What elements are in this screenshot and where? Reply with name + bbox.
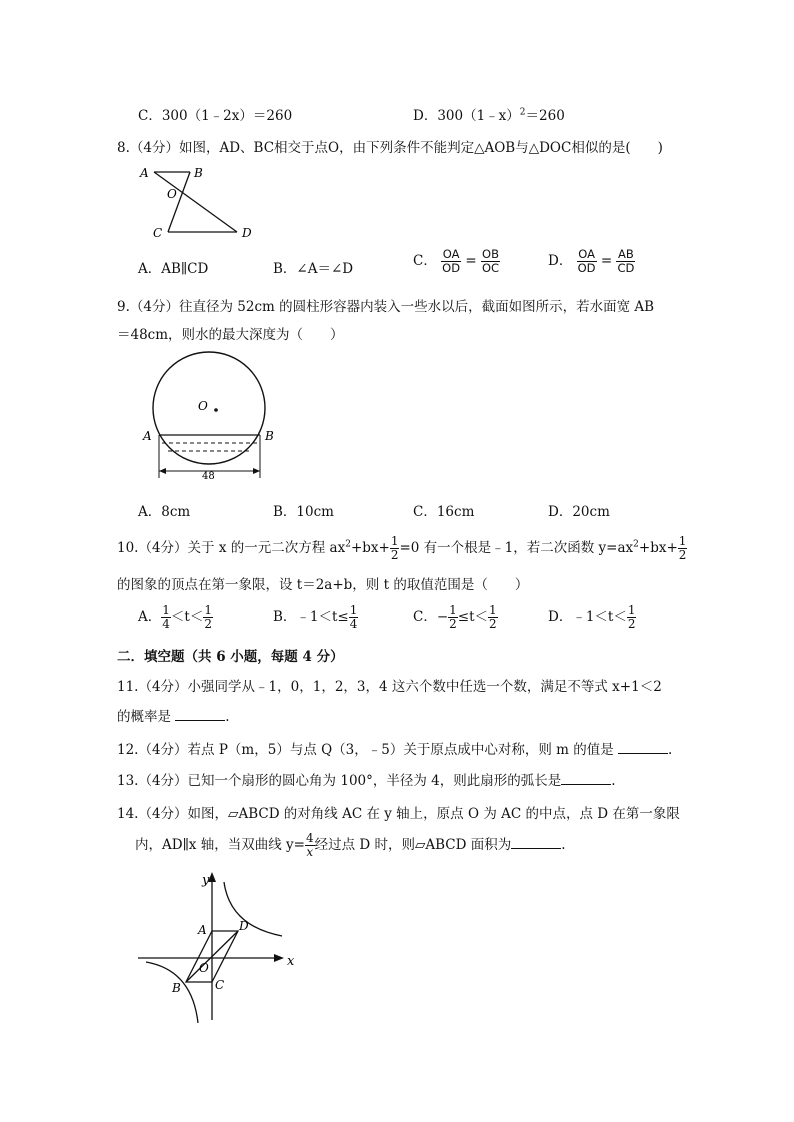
q11-answer-blank[interactable] (175, 720, 225, 721)
q8-label-b: B (194, 166, 203, 180)
q10-stem-line2: 的图象的顶点在第一象限，设 t＝2a+b，则 t 的取值范围是（ ） (117, 577, 529, 593)
q14-label-a: A (198, 923, 207, 937)
q10-option-c[interactable] (413, 604, 498, 631)
q12-text: 12.（4分）若点 P（m，5）与点 Q（3，﹣5）关于原点成中心对称，则 m 的值是 (117, 742, 614, 758)
q9-label-o: O (198, 399, 208, 413)
q14-label-d: D (239, 919, 249, 933)
q10-fraction-half-1: $\frac{1}{2}$ (390, 534, 399, 562)
q9-option-c[interactable]: C．16cm (413, 504, 475, 520)
q10-option-a-frac1: $\frac{1}{4}$ (162, 603, 170, 631)
q14-label-b: B (172, 981, 181, 995)
q9-figure (138, 345, 288, 490)
q9-option-a[interactable]: A．8cm (138, 504, 191, 520)
q14-tail: . (561, 837, 566, 853)
q9-label-width: 48 (202, 471, 215, 482)
q11-tail: . (225, 709, 230, 725)
q10-option-d[interactable] (548, 604, 636, 631)
q7-option-c[interactable]: C．300（1﹣2x）＝260 (138, 108, 293, 124)
q14-fraction: $\frac{4}{x}$ (305, 831, 314, 859)
q8-option-d-equals: = (600, 253, 613, 269)
q12-tail: . (668, 742, 673, 758)
q8-label-a: A (140, 166, 149, 180)
q8-option-c-fraction2: $\frac{OB}{OC}$ (481, 247, 500, 275)
q8-option-d-prefix: D． (548, 253, 573, 269)
q8-stem: 8.（4分）如图，AD、BC相交于点O，由下列条件不能判定△AOB与△DOC相似的是( ) (117, 140, 663, 156)
q10-stem-part-d: +bx+ (638, 540, 678, 556)
q7-option-d[interactable] (413, 104, 565, 124)
q9-stem-line1: 9.（4分）往直径为 52cm 的圆柱形容器内装入一些水以后，截面如图所示，若水面宽 AB (117, 299, 655, 315)
q14-label-c: C (215, 978, 225, 992)
q10-option-a-prefix: A． (138, 609, 162, 625)
q8-option-d-fraction2: $\frac{AB}{CD}$ (617, 247, 635, 275)
q9-label-a: A (143, 429, 152, 443)
q10-fraction-half-2: $\frac{1}{2}$ (678, 534, 687, 562)
q7-option-d-exponent: 2 (519, 107, 526, 118)
q8-option-c-fraction1: $\frac{OA}{OD}$ (442, 247, 461, 275)
q10-option-c-frac2: $\frac{1}{2}$ (489, 603, 497, 631)
q10-option-a[interactable] (138, 604, 213, 631)
q11-line2-text: 的概率是 (117, 709, 171, 725)
q9-label-b: B (265, 429, 274, 443)
q10-option-c-frac1: $\frac{1}{2}$ (449, 603, 457, 631)
q7-option-d-text: D．300（1﹣x） (413, 108, 520, 124)
x-axis-arrow (274, 954, 284, 962)
q10-exponent-2: 2 (633, 539, 639, 550)
q10-stem-part-a: 10.（4分）关于 x 的一元二次方程 ax (117, 540, 346, 556)
q10-option-b-prefix: B．﹣1＜t≤ (273, 609, 349, 625)
q11-line2 (117, 705, 230, 725)
q13-text: 13.（4分）已知一个扇形的圆心角为 100°，半径为 4，则此扇形的弧长是 (117, 773, 562, 789)
q14-figure (132, 868, 307, 1033)
q8-option-c[interactable] (413, 248, 500, 275)
q8-option-a[interactable]: A．AB∥CD (138, 261, 209, 277)
q13-answer-blank[interactable] (561, 784, 611, 785)
q9-option-b[interactable]: B．10cm (273, 504, 334, 520)
q9-option-d[interactable]: D．20cm (548, 504, 610, 520)
q8-option-c-prefix: C． (413, 253, 437, 269)
q13-tail: . (611, 773, 616, 789)
q10-option-d-prefix: D．﹣1＜t＜ (548, 609, 627, 625)
q10-exponent-1: 2 (345, 539, 351, 550)
q8-option-d[interactable] (548, 248, 635, 275)
q14-line2-part-a: 内，AD∥x 轴，当双曲线 y= (135, 837, 305, 853)
q10-option-b[interactable] (273, 604, 358, 631)
q10-stem-part-c: =0 有一个根是﹣1，若二次函数 y=ax (399, 540, 634, 556)
q14-answer-blank[interactable] (511, 848, 561, 849)
q8-figure (135, 160, 265, 240)
q7-option-d-tail: ＝260 (525, 108, 565, 124)
q8-option-c-equals: = (465, 253, 477, 269)
q12-line (117, 738, 672, 758)
q11-line1: 11.（4分）小强同学从﹣1，0，1，2，3，4 这六个数中任选一个数，满足不等式 x+1＜2 (117, 679, 662, 695)
q8-option-d-fraction1: $\frac{OA}{OD}$ (577, 247, 596, 275)
q10-stem-part-b: +bx+ (350, 540, 390, 556)
q10-option-b-frac: $\frac{1}{4}$ (349, 603, 358, 631)
q13-line (117, 769, 616, 789)
q14-line2 (135, 832, 566, 859)
q10-option-d-frac: $\frac{1}{2}$ (627, 603, 636, 631)
q10-option-a-mid: ＜t＜ (170, 609, 204, 625)
q14-label-x: x (287, 954, 295, 969)
q14-label-o: O (199, 961, 209, 975)
q12-answer-blank[interactable] (618, 753, 668, 754)
q10-option-a-frac2: $\frac{1}{2}$ (204, 603, 212, 631)
q14-label-y: y (202, 873, 210, 888)
q10-option-c-prefix: C．− (413, 609, 449, 625)
q14-line1: 14.（4分）如图，▱ABCD 的对角线 AC 在 y 轴上，原点 O 为 AC 的中点，点 D 在第一象限 (117, 806, 680, 822)
q8-option-b[interactable]: B．∠A＝∠D (273, 261, 354, 277)
q10-option-c-mid: ≤t＜ (457, 609, 489, 625)
q8-label-o: O (167, 187, 177, 201)
q14-line2-part-b: 经过点 D 时，则▱ABCD 面积为 (314, 837, 512, 853)
q8-label-c: C (153, 226, 163, 240)
q10-stem-line1 (117, 535, 687, 562)
q8-label-d: D (242, 226, 252, 240)
q9-stem-line2: ＝48cm，则水的最大深度为（ ） (117, 327, 344, 343)
section-2-title: 二．填空题（共 6 小题，每题 4 分） (117, 649, 344, 665)
